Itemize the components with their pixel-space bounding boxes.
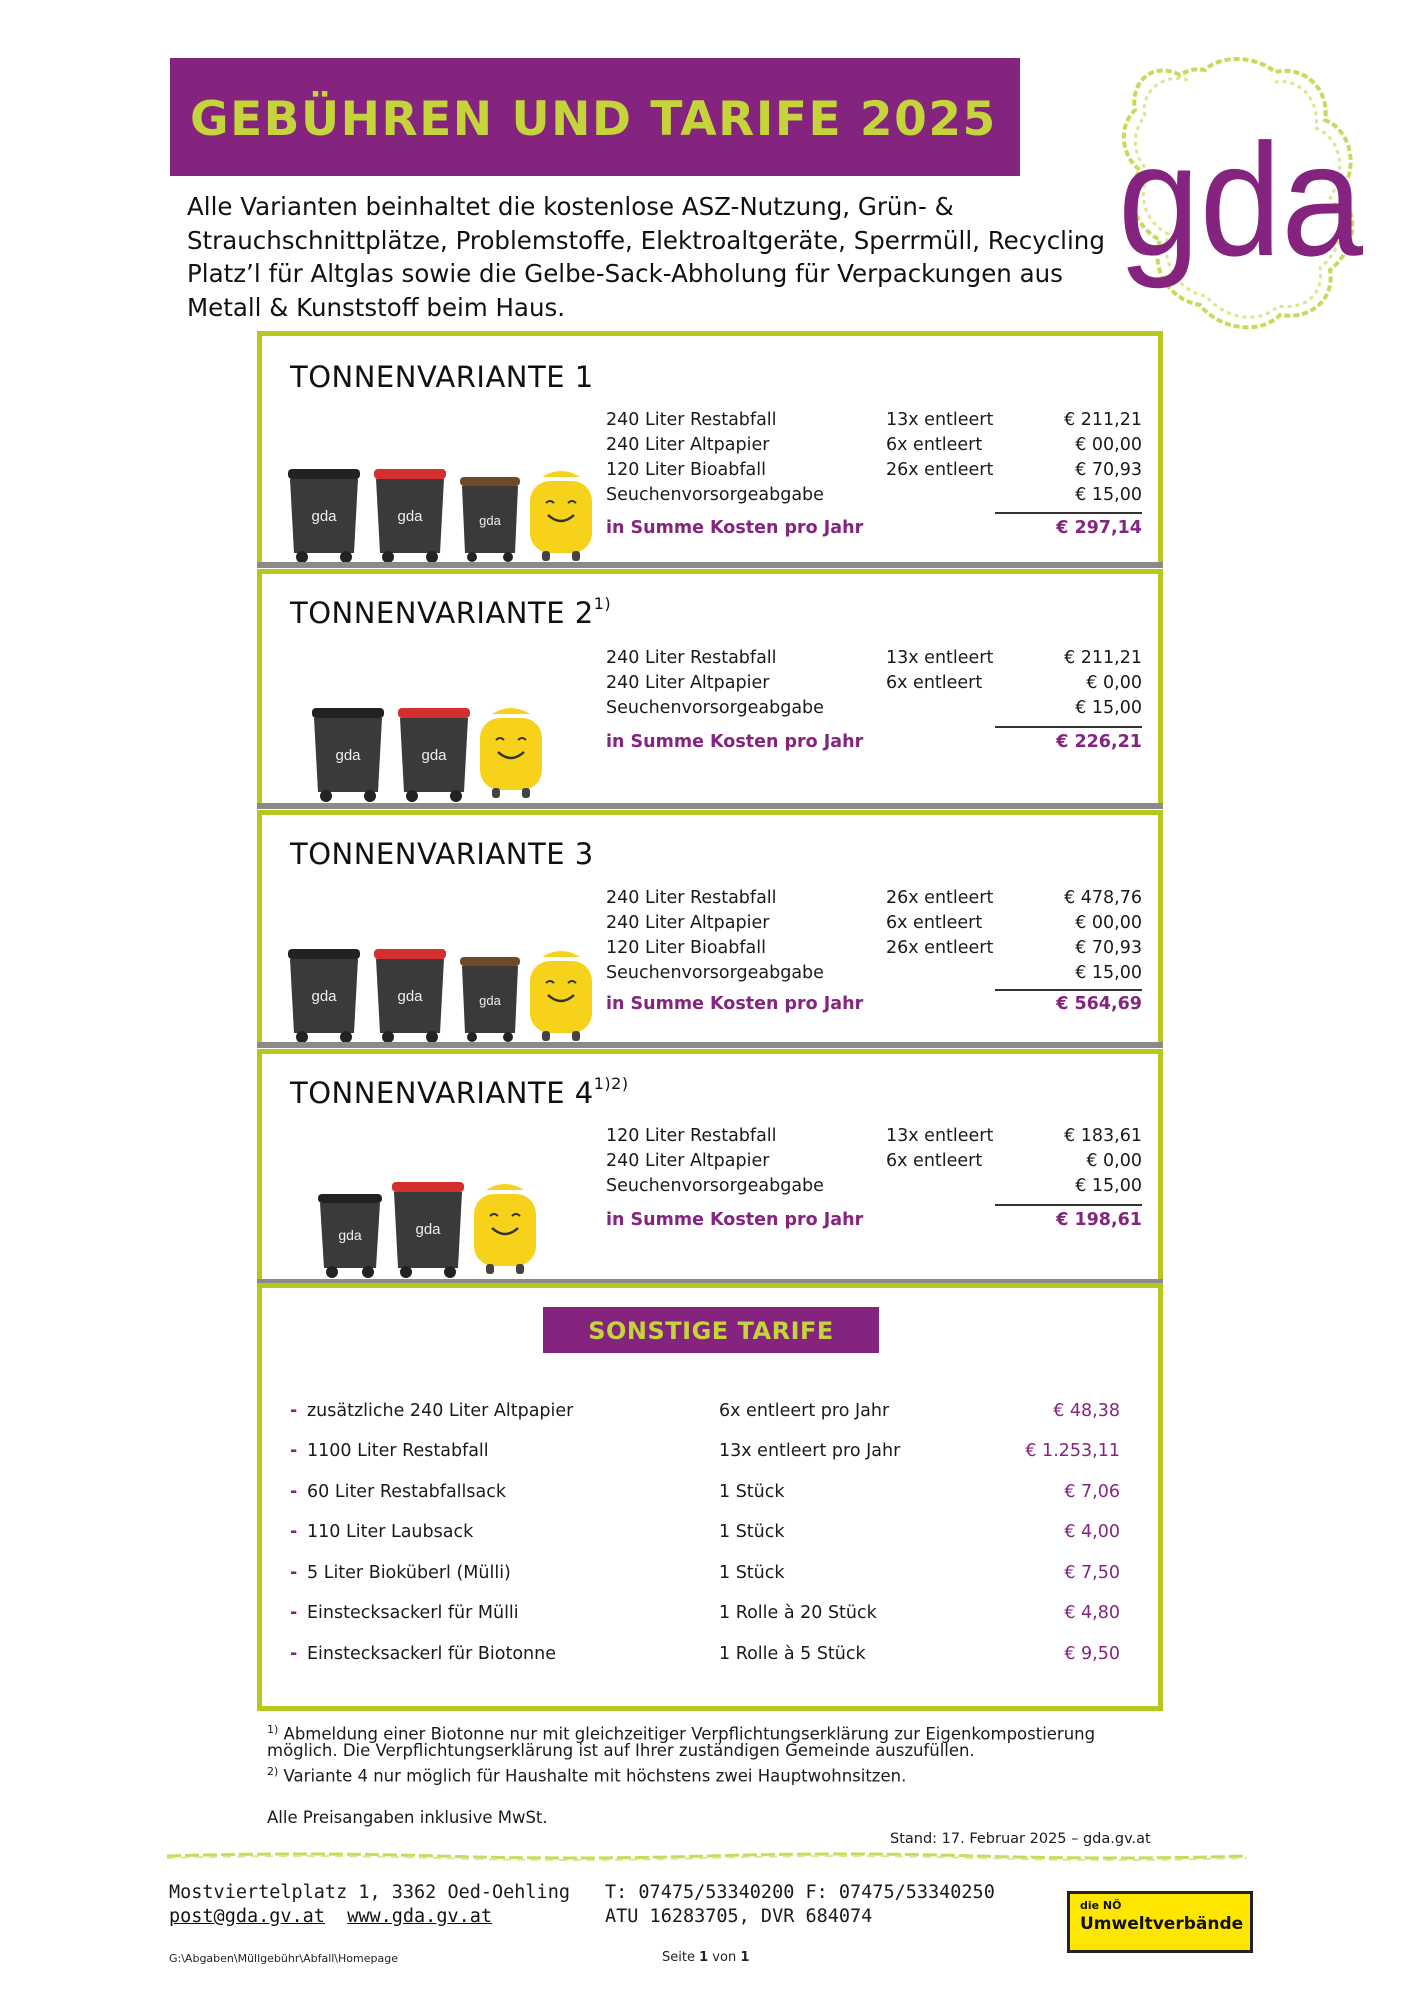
variant-title: TONNENVARIANTE $4^{1)2)}$: [290, 1074, 629, 1110]
other-fee-row: - 60 Liter Restabfallsack 1 Stück € 7,06: [290, 1482, 1120, 1502]
variant-title: TONNENVARIANTE 3: [290, 837, 594, 871]
website-link[interactable]: www.gda.gv.at: [347, 1906, 493, 1927]
total-row: in Summe Kosten pro Jahr € 198,61: [606, 1210, 1142, 1230]
svg-text:gda: gda: [479, 993, 501, 1008]
bins-illustration: [302, 684, 602, 804]
gda-logo: [1110, 50, 1370, 340]
bins-illustration: [276, 443, 596, 563]
logo-text: gda: [1118, 110, 1364, 289]
footnote-2: $^{2)}$ Variante 4 nur möglich für Haushalte mit höchstens zwei Hauptwohnsitzen.: [267, 1765, 907, 1786]
altpapier-bin-icon: [392, 1182, 464, 1278]
other-fee-row: - 5 Liter Bioküberl (Mülli) 1 Stück € 7,50: [290, 1563, 1120, 1583]
footnote-1: $^{1)}$ Abmeldung einer Biotonne nur mit gleichzeitiger Verpflichtungserklärung zur Eigenkompostierung: [267, 1723, 1096, 1744]
muelli-mascot-icon: [530, 951, 592, 1041]
footer-contact: [169, 1905, 492, 1929]
bins-illustration: [276, 923, 596, 1043]
restabfall-bin-icon: [288, 949, 360, 1043]
muelli-mascot-icon: [474, 1184, 536, 1274]
variant-title: TONNENVARIANTE 2$^{1)}$: [290, 594, 612, 630]
svg-text:gda: gda: [311, 508, 337, 525]
altpapier-bin-icon: [374, 949, 446, 1043]
fee-row: Seuchenvorsorgeabgabe € 15,00: [606, 963, 1142, 983]
sum-line: [995, 989, 1142, 991]
restabfall-bin-icon: [288, 469, 360, 563]
page-number: Seite 1 von 1: [662, 1950, 750, 1965]
variant-box-4: [257, 1049, 1163, 1285]
floor-line: [257, 1042, 1163, 1048]
email-link[interactable]: post@gda.gv.at: [169, 1906, 325, 1927]
file-path: G:\Abgaben\Müllgebühr\Abfall\Homepage: [169, 1952, 398, 1965]
total-row: in Summe Kosten pro Jahr € 564,69: [606, 994, 1142, 1014]
fee-row: 240 Liter Restabfall 13x entleert € 211,21: [606, 410, 1142, 430]
svg-text:gda: gda: [335, 747, 361, 764]
svg-text:gda: gda: [479, 513, 501, 528]
svg-text:gda: gda: [311, 988, 337, 1005]
footnote-1-cont: möglich. Die Verpflichtungserklärung ist auf Ihrer zuständigen Gemeinde auszufüllen.: [267, 1741, 975, 1760]
fee-row: Seuchenvorsorgeabgabe € 15,00: [606, 485, 1142, 505]
other-fees-title: SONSTIGE TARIFE: [543, 1307, 879, 1353]
altpapier-bin-icon: [374, 469, 446, 563]
fee-row: 240 Liter Restabfall 13x entleert € 211,21: [606, 648, 1142, 668]
fee-row: Seuchenvorsorgeabgabe € 15,00: [606, 698, 1142, 718]
svg-text:gda: gda: [397, 508, 423, 525]
other-fee-row: - zusätzliche 240 Liter Altpapier 6x entleert pro Jahr € 48,38: [290, 1401, 1120, 1421]
vat-note: Alle Preisangaben inklusive MwSt.: [267, 1808, 548, 1827]
intro-text: Alle Varianten beinhaltet die kostenlose ASZ-Nutzung, Grün- & Strauchschnittplätze, Problemstoffe, Elektroaltgeräte, Sperrmüll, Recycling Platz’l für Altglas sowie die Gelbe-Sack-Abholung für Verpackungen aus Metall & Kunststoff beim Haus.: [187, 192, 1105, 322]
fee-row: Seuchenvorsorgeabgabe € 15,00: [606, 1176, 1142, 1196]
footer-phone: T: 07475/53340200 F: 07475/53340250: [605, 1882, 995, 1903]
variant-box-3: [257, 810, 1163, 1048]
floor-line: [257, 803, 1163, 809]
muelli-mascot-icon: [480, 708, 542, 798]
svg-text:gda: gda: [338, 1227, 362, 1243]
badge-small-text: die NÖ: [1080, 1899, 1122, 1912]
variant-title: TONNENVARIANTE 1: [290, 360, 594, 394]
page-title: GEBÜHREN UND TARIFE 2025: [190, 92, 997, 147]
fee-row: 120 Liter Bioabfall 26x entleert € 70,93: [606, 460, 1142, 480]
variant-box-2: [257, 569, 1163, 809]
other-fee-row: - Einstecksackerl für Mülli 1 Rolle à 20 Stück € 4,80: [290, 1603, 1120, 1623]
footer-address: Mostviertelplatz 1, 3362 Oed-Oehling: [169, 1882, 570, 1903]
svg-text:gda: gda: [421, 747, 447, 764]
bioabfall-bin-icon: [460, 957, 520, 1042]
floor-line: [257, 562, 1163, 568]
sum-line: [995, 1204, 1142, 1206]
fee-row: 240 Liter Altpapier 6x entleert € 0,00: [606, 673, 1142, 693]
bioabfall-bin-icon: [460, 477, 520, 562]
fee-row: 120 Liter Bioabfall 26x entleert € 70,93: [606, 938, 1142, 958]
bins-illustration: [308, 1160, 608, 1280]
total-row: in Summe Kosten pro Jahr € 297,14: [606, 518, 1142, 538]
badge-big-text: Umweltverbände: [1080, 1914, 1244, 1934]
total-row: in Summe Kosten pro Jahr € 226,21: [606, 732, 1142, 752]
muelli-mascot-icon: [530, 471, 592, 561]
fee-row: 240 Liter Altpapier 6x entleert € 00,00: [606, 913, 1142, 933]
svg-text:gda: gda: [415, 1221, 441, 1238]
footer-ids: ATU 16283705, DVR 684074: [605, 1906, 873, 1927]
svg-text:gda: gda: [397, 988, 423, 1005]
sum-line: [995, 726, 1142, 728]
other-fee-row: - Einstecksackerl für Biotonne 1 Rolle à 5 Stück € 9,50: [290, 1644, 1120, 1664]
altpapier-bin-icon: [398, 708, 470, 802]
fee-row: 120 Liter Restabfall 13x entleert € 183,61: [606, 1126, 1142, 1146]
restabfall-bin-icon: [312, 708, 384, 802]
decorative-divider: [167, 1851, 1247, 1861]
variant-box-1: [257, 331, 1163, 568]
restabfall-bin-icon: [318, 1194, 382, 1278]
other-fee-row: - 110 Liter Laubsack 1 Stück € 4,00: [290, 1522, 1120, 1542]
other-fee-row: - 1100 Liter Restabfall 13x entleert pro Jahr € 1.253,11: [290, 1441, 1120, 1461]
fee-row: 240 Liter Altpapier 6x entleert € 00,00: [606, 435, 1142, 455]
sum-line: [995, 512, 1142, 514]
fee-row: 240 Liter Restabfall 26x entleert € 478,76: [606, 888, 1142, 908]
fee-row: 240 Liter Altpapier 6x entleert € 0,00: [606, 1151, 1142, 1171]
date-stamp: Stand: 17. Februar 2025 – gda.gv.at: [890, 1831, 1151, 1847]
